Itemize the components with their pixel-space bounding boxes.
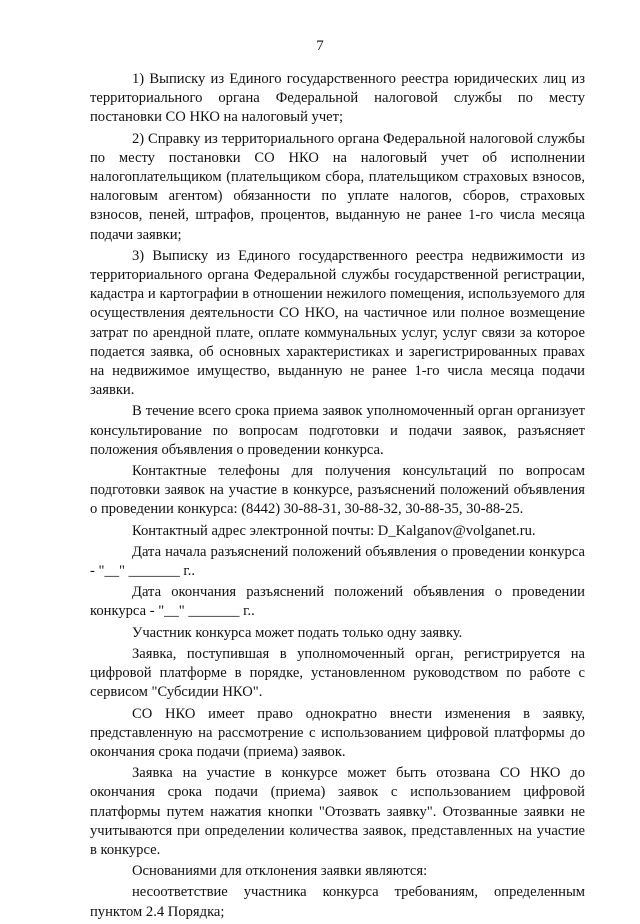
- paragraph: Участник конкурса может подать только одну заявку.: [132, 624, 463, 641]
- paragraph: 2) Справку из территориального органа Федеральной налоговой службы по месту постановки СО НКО на налоговый учет об исполнении налогоплательщиком (плательщиком сбора, плательщиком страховых взносов, налоговым агентом) обязанности по уплате налогов, сборов, страховых взносов, пеней, штрафов, процентов, выданную не ранее 1-го числа месяца подачи заявки;: [90, 130, 585, 243]
- paragraph: Дата окончания разъяснений положений объявления о проведении конкурса - "__" _______ г..: [90, 584, 585, 620]
- paragraph: Основаниями для отклонения заявки являются:: [132, 863, 428, 880]
- paragraph: несоответствие участника конкурса требованиям, определенным пунктом 2.4 Порядка;: [90, 884, 585, 920]
- paragraph: 1) Выписку из Единого государственного реестра юридических лиц из территориального органа Федеральной налоговой службы по месту постановки СО НКО на налоговый учет;: [90, 71, 585, 126]
- paragraph: 3) Выписку из Единого государственного реестра недвижимости из территориального органа Федеральной службы государственной регистрации, кадастра и картографии в отношении нежилого помещения, используемого для осуществления деятельности СО НКО, на частичное или полное возмещение затрат по арендной плате, оплате коммунальных услуг, услуг связи за которое подается заявка, об основных характеристиках и зарегистрированных правах на недвижимое имущество, выданную не ранее 1-го числа месяца подачи заявки.: [90, 247, 585, 399]
- paragraph: Дата начала разъяснений положений объявления о проведении конкурса - "__" _______ г..: [90, 543, 585, 580]
- document-body: [90, 70, 585, 924]
- email-paragraph: Контактный адрес электронной почты: D_Kalganov@volganet.ru.: [132, 522, 536, 539]
- page-number: 7: [316, 38, 324, 54]
- paragraph: Контактные телефоны для получения консультаций по вопросам подготовки заявок на участие в конкурсе, разъяснений положений объявления о проведении конкурса: (8442) 30-88-31, 30-88-32, 30-88-35, 30-88-25.: [90, 463, 585, 518]
- paragraph: Заявка, поступившая в уполномоченный орган, регистрируется на цифровой платформе в порядке, установленном руководством по работе с сервисом "Субсидии НКО".: [90, 645, 585, 701]
- paragraph: В течение всего срока приема заявок уполномоченный орган организует консультирование по вопросам подготовки и подачи заявок, разъясняет положения объявления о проведении конкурса.: [90, 403, 585, 458]
- paragraph: СО НКО имеет право однократно внести изменения в заявку, представленную на рассмотрение с использованием цифровой платформы до окончания срока подачи (приема) заявок.: [90, 705, 585, 760]
- paragraph: Заявка на участие в конкурсе может быть отозвана СО НКО до окончания срока подачи (приема) заявок с использованием цифровой платформы путем нажатия кнопки "Отозвать заявку". Отозванные заявки не учитываются при определении количества заявок, представленных на участие в конкурсе.: [90, 765, 585, 858]
